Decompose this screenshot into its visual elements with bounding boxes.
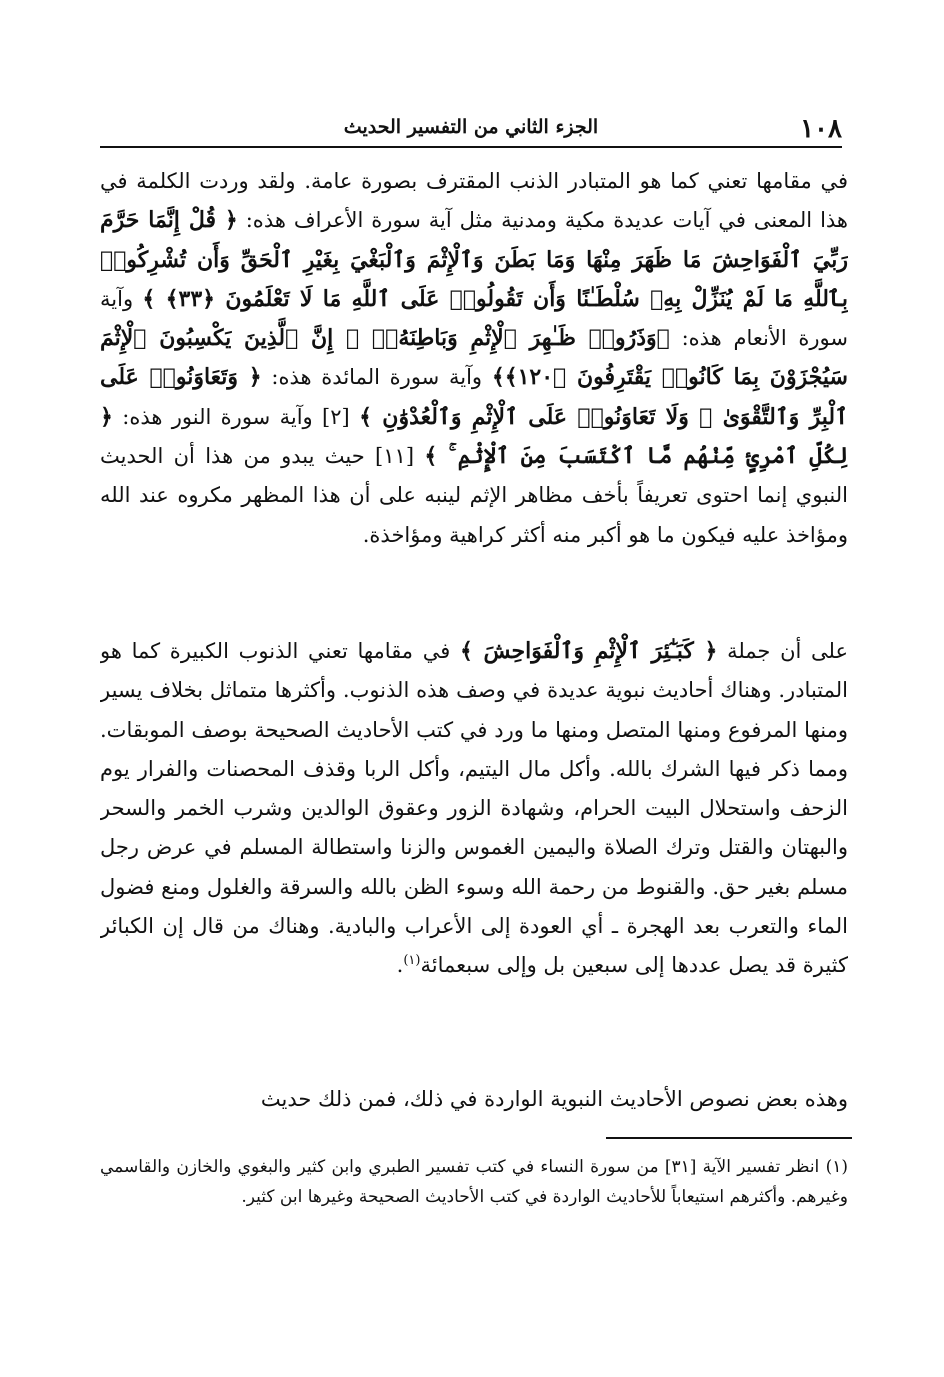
paragraph-1	[100, 162, 848, 612]
running-title: الجزء الثاني من التفسير الحديث	[343, 116, 599, 138]
footnote-reference[interactable]: (١)	[403, 953, 421, 969]
paragraph-1-between-3: [٢] وآية سورة النور هذه:	[112, 404, 360, 429]
footnote-item	[100, 1152, 848, 1212]
footnote-marker: (١)	[825, 1157, 848, 1177]
paragraph-2-body: في مقامها تعني الذنوب الكبيرة كما هو المتبادر. وهناك أحاديث نبوية عديدة في وصف هذه الذنوب. وأكثرها متماثل بخلاف يسير ومنها المرفوع ومنها المتصل ومنها ما ورد في كتب الأحاديث الصحيحة بوصف الموبقات. ومما ذكر فيها الشرك بالله. وأكل مال اليتيم، وأكل الربا وقذف المحصنات والفرار يوم الزحف واستحلال البيت الحرام، وشهادة الزور وعقوق الوالدين وشرب الخمر والسحر والبهتان والقتل وترك الصلاة واليمين الغموس والزنا واستطالة المسلم في عرض رجل مسلم بغير حق. والقنوط من رحمة الله وسوء الظن بالله والسرقة والغلول ومنع فضول الماء والتعرب بعد الهجرة ـ أي العودة إلى الأعراب والبادية. وهناك من قال إن الكبائر كثيرة قد يصل عددها إلى سبعين بل وإلى سبعمائة	[100, 639, 848, 978]
footnote-separator	[606, 1137, 852, 1139]
quran-verse-nur: ﴿ لِكُلِّ ٱمْرِئٍ مِّنْهُم مَّا ٱكْتَسَبَ مِنَ ٱلْإِثْمِ ۚ ﴾	[100, 403, 848, 470]
paragraph-2	[100, 632, 848, 1057]
paragraph-1-intro: في مقامها تعني كما هو المتبادر الذنب المقترف بصورة عامة. ولقد وردت الكلمة في هذا المعنى في آيات عديدة مكية ومدنية مثل آية سورة الأعراف هذه:	[100, 169, 848, 233]
quran-verse-kabair: ﴿ كَبَـٰٓئِرَ ٱلْإِثْمِ وَٱلْفَوَاحِشَ ﴾	[459, 638, 718, 664]
footnotes	[100, 1152, 848, 1270]
paragraph-3: وهذه بعض نصوص الأحاديث النبوية الواردة في ذلك، فمن ذلك حديث	[260, 1087, 848, 1111]
footnote-text: انظر تفسير الآية [٣١] من سورة النساء في كتب تفسير الطبري وابن كثير والبغوي والخازن والقاسمي وغيرهم. وأكثرهم استيعاباً للأحاديث الواردة في كتب الأحاديث الصحيحة وغيرها ابن كثير.	[100, 1157, 848, 1207]
quran-verse-araf: ﴿ قُلْ إِنَّمَا حَرَّمَ رَبِّيَ ٱلْفَوَاحِشَ مَا ظَهَرَ مِنْهَا وَمَا بَطَنَ وَٱلْإِثْمَ وَٱلْبَغْيَ بِغَيْرِ ٱلْحَقِّ وَأَن تُشْرِكُوا۟ بِٱللَّهِ مَا لَمْ يُنَزِّلْ بِهِۦ سُلْطَـٰنًا وَأَن تَقُولُوا۟ عَلَى ٱللَّهِ مَا لَا تَعْلَمُونَ ﴿٣٣﴾ ﴾	[100, 207, 848, 312]
quran-verse-anam: ﴿وَذَرُوا۟ ظَـٰهِرَ ٱلْإِثْمِ وَبَاطِنَهُۥٓ ۚ إِنَّ ٱلَّذِينَ يَكْسِبُونَ ٱلْإِثْمَ سَيُجْزَوْنَ بِمَا كَانُوا۟ يَقْتَرِفُونَ ﴿١٢٠﴾﴾	[100, 325, 848, 391]
page-header	[100, 110, 842, 148]
paragraph-2-end: .	[396, 953, 404, 978]
paragraph-1-between-1: وآية سورة الأنعام هذه:	[100, 286, 848, 351]
page-number: ١٠٨	[800, 114, 842, 144]
paragraph-1-between-2: وآية سورة المائدة هذه:	[261, 365, 492, 390]
quran-verse-maida: ﴿ وَتَعَاوَنُوا۟ عَلَى ٱلْبِرِّ وَٱلتَّقْوَىٰ ۖ وَلَا تَعَاوَنُوا۟ عَلَى ٱلْإِثْمِ وَٱلْعُدْوَٰنِ ﴾	[100, 364, 848, 430]
paragraph-2-intro: على أن جملة	[717, 639, 848, 663]
paragraph-1-conclusion: [١١] حيث يبدو من هذا أن الحديث النبوي إنما احتوى تعريفاً بأخف مظاهر الإثم لينبه على أن هذا المظهر مكروه عند الله ومؤاخذ عليه فيكون ما هو أكبر منه أكثر كراهية ومؤاخذة.	[100, 444, 848, 547]
